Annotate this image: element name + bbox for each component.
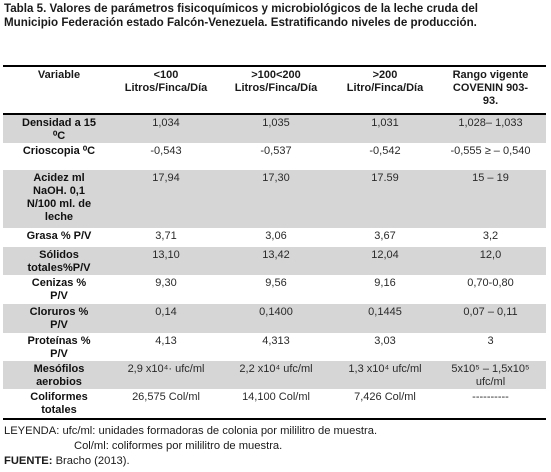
table-row xyxy=(3,361,546,389)
table-body xyxy=(3,114,546,419)
table-cell: 1,028– 1,033 xyxy=(435,114,546,143)
column-header-3: >200 Litro/Finca/Día xyxy=(346,69,424,94)
table-cell: 3 xyxy=(487,335,494,347)
column-header-0: Variable xyxy=(37,69,81,81)
table-row xyxy=(3,333,546,361)
table-cell: 9,56 xyxy=(265,277,287,289)
legend-line-2: Col/ml: coliformes por mililitro de muestra. xyxy=(74,440,283,452)
table-cell: 17,94 xyxy=(115,170,217,228)
row-label: Sólidos totales%P/V xyxy=(3,247,115,275)
row-label: Densidad a 15 ⁰C xyxy=(3,114,115,143)
table-cell: 0,07 – 0,11 xyxy=(435,304,546,333)
row-label: Grasa % P/V xyxy=(26,230,92,242)
row-label: Proteínas % P/V xyxy=(27,335,91,360)
table-cell: 0,1400 xyxy=(217,304,335,333)
table-cell: 15 – 19 xyxy=(435,170,546,228)
table-cell: 0,70-0,80 xyxy=(467,277,514,289)
table-cell: 3,06 xyxy=(265,230,287,242)
source-label: FUENTE: xyxy=(4,455,53,467)
table-cell: 9,16 xyxy=(374,277,396,289)
table-caption: Tabla 5. Valores de parámetros fisicoquímicos y microbiológicos de la leche cruda del Municipio Federación estado Falcón-Venezuela. Estratificando niveles de producción. xyxy=(4,2,479,29)
table-cell: 2,9 x10⁴· ufc/ml xyxy=(115,361,217,389)
table-cell: 17.59 xyxy=(335,170,435,228)
table-row xyxy=(3,247,546,275)
table-cell: 4,13 xyxy=(155,335,177,347)
table-header xyxy=(3,66,546,114)
table-cell: 1,035 xyxy=(217,114,335,143)
table-cell: ---------- xyxy=(472,391,509,403)
table-cell: 1,3 x10⁴ ufc/ml xyxy=(335,361,435,389)
table-row xyxy=(3,275,546,304)
data-table-container xyxy=(3,65,546,420)
legend-line-1: LEYENDA: ufc/ml: unidades formadoras de colonia por mililitro de muestra. xyxy=(4,425,378,437)
table-row xyxy=(3,228,546,247)
table-cell: 12,0 xyxy=(435,247,546,275)
table-row xyxy=(3,170,546,228)
table-cell: -0,542 xyxy=(369,145,401,157)
table-cell: -0,555 ≥ – 0,540 xyxy=(450,145,531,157)
table-cell: 9,30 xyxy=(155,277,177,289)
table-row xyxy=(3,143,546,170)
row-label: Mesófilos aerobios xyxy=(3,361,115,389)
table-row xyxy=(3,114,546,143)
row-label: Coliformes totales xyxy=(30,391,88,416)
table-cell: 13,10 xyxy=(115,247,217,275)
column-header-1: <100 Litros/Finca/Día xyxy=(124,69,208,94)
table-cell: 1,034 xyxy=(115,114,217,143)
table-cell: 1,031 xyxy=(335,114,435,143)
source-text: Bracho (2013). xyxy=(52,455,130,467)
column-header-4: Rango vigente COVENIN 903- 93. xyxy=(452,69,529,107)
table-cell: 2,2 x10⁴ ufc/ml xyxy=(217,361,335,389)
table-cell: 3,67 xyxy=(374,230,396,242)
table-cell: 3,2 xyxy=(482,230,499,242)
table-cell: 3,03 xyxy=(374,335,396,347)
table-cell: -0,543 xyxy=(150,145,182,157)
table-cell: 12,04 xyxy=(335,247,435,275)
row-label: Cenizas % P/V xyxy=(31,277,87,302)
table-cell: 0,1445 xyxy=(335,304,435,333)
table-cell: 7,426 Col/ml xyxy=(354,391,416,403)
table-row xyxy=(3,389,546,419)
data-table xyxy=(3,65,546,420)
table-cell: 26,575 Col/ml xyxy=(132,391,200,403)
row-label: Cloruros % P/V xyxy=(3,304,115,333)
table-cell: 17,30 xyxy=(217,170,335,228)
table-cell: 4,313 xyxy=(262,335,290,347)
row-label: Crioscopia ⁰C xyxy=(22,145,96,157)
footnotes xyxy=(4,424,544,469)
table-cell: 3,71 xyxy=(155,230,177,242)
source-line xyxy=(4,454,544,469)
row-label: Acidez ml NaOH. 0,1 N/100 ml. de leche xyxy=(3,170,115,228)
table-cell: 13,42 xyxy=(217,247,335,275)
table-cell: 0,14 xyxy=(115,304,217,333)
table-cell: 5x10⁵ – 1,5x10⁵ ufc/ml xyxy=(435,361,546,389)
header-row xyxy=(3,66,546,114)
table-row xyxy=(3,304,546,333)
table-cell: -0,537 xyxy=(260,145,292,157)
column-header-2: >100<200 Litros/Finca/Día xyxy=(234,69,318,94)
table-cell: 14,100 Col/ml xyxy=(242,391,310,403)
